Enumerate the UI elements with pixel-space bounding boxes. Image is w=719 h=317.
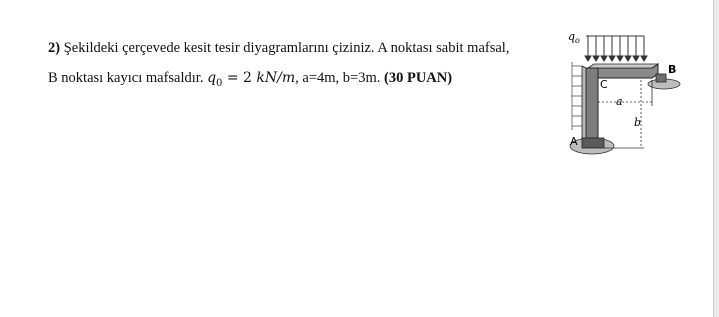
question-line-1: [48, 33, 548, 63]
question-number: 2): [48, 40, 61, 56]
distributed-load-arrows: [585, 36, 647, 61]
question-2: [48, 33, 548, 99]
question-text-3: , a=4m, b=3m.: [295, 70, 385, 86]
label-dim-a: a: [616, 95, 623, 108]
label-c: C: [600, 78, 608, 91]
question-text-1: Şekildeki çerçevede kesit tesir diyagramlarını çiziniz. A noktası sabit mafsal,: [60, 40, 510, 56]
load-unit: kN/m: [256, 70, 296, 86]
load-equals: = 2: [222, 70, 257, 86]
column-member: [586, 68, 598, 142]
label-b: B: [668, 63, 677, 76]
support-a-plate: [582, 138, 604, 148]
question-points: (30 PUAN): [384, 70, 453, 86]
column-side-face: [582, 66, 586, 142]
support-b-roller: [656, 74, 666, 82]
label-dim-b: b: [634, 116, 642, 129]
page-edge-scrollbar: [713, 0, 719, 317]
label-q0: $q_o$: [568, 30, 580, 45]
beam-top-face: [588, 64, 658, 68]
load-symbol: q: [207, 70, 217, 86]
frame-figure: [558, 30, 688, 160]
label-a: A: [570, 135, 578, 148]
load-formula: [207, 70, 296, 89]
frame-diagram: [558, 30, 688, 160]
load-subscript: 0: [216, 77, 223, 89]
question-text-2: B noktası kayıcı mafsaldır.: [48, 70, 208, 86]
question-line-2: [48, 63, 548, 99]
side-load-arrows: [572, 62, 582, 130]
